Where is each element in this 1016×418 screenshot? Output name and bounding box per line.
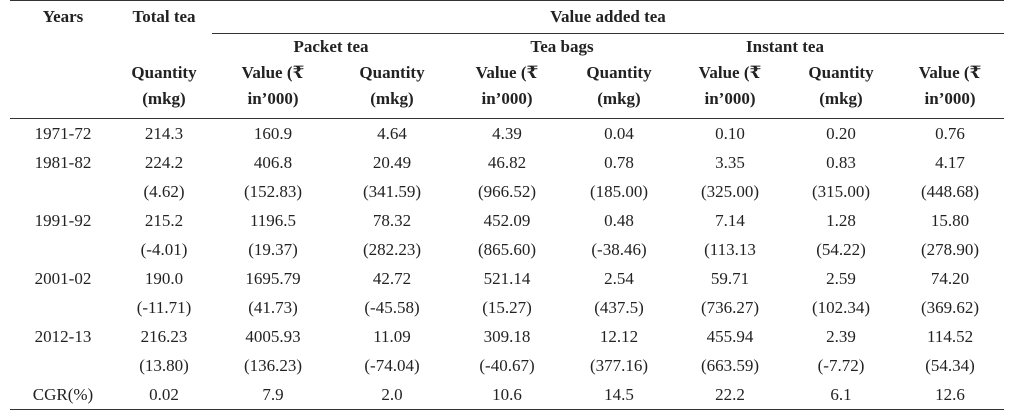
- row-year: CGR(%): [10, 380, 116, 410]
- header-total-tea: Total tea: [116, 1, 212, 34]
- table-cell: 0.78: [604, 153, 634, 172]
- table-cell: (736.27): [700, 298, 760, 317]
- table-cell: 160.9: [253, 124, 293, 143]
- table-cell: 59.71: [710, 269, 750, 288]
- table-cell: (663.59): [700, 356, 760, 375]
- table-cell: 0.02: [116, 380, 212, 410]
- table-cell: 190.0: [144, 269, 184, 288]
- row-year: [10, 235, 116, 264]
- quantity-label: Quantity: [586, 63, 652, 82]
- header-tea-bags: Tea bags: [450, 34, 674, 61]
- quantity-unit: (mkg): [819, 89, 863, 108]
- table-cell: 12.12: [599, 327, 639, 346]
- table-cell: (136.23): [243, 356, 303, 375]
- table-cell: (54.22): [816, 240, 866, 259]
- table-cell: (377.16): [589, 356, 649, 375]
- value-label: Value (₹: [241, 63, 305, 82]
- table-header: [10, 1, 1004, 119]
- table-cell: 12.6: [896, 380, 1004, 410]
- header-years: Years: [10, 1, 116, 34]
- value-label: Value (₹: [475, 63, 539, 82]
- row-year: [10, 293, 116, 322]
- table-cell: 78.32: [372, 211, 412, 230]
- table-cell: (-74.04): [364, 356, 420, 375]
- header-instant-tea: Instant tea: [674, 34, 896, 61]
- header-packet-tea: Packet tea: [212, 34, 450, 61]
- table-cell: 0.20: [826, 124, 856, 143]
- table-cell: 114.52: [926, 327, 974, 346]
- table-cell: 521.14: [483, 269, 531, 288]
- quantity-label: Quantity: [131, 63, 197, 82]
- table-cell: 0.76: [935, 124, 965, 143]
- header-value-added-tea: Value added tea: [212, 1, 1004, 34]
- table-cell: 2.59: [826, 269, 856, 288]
- tea-production-table: [10, 0, 1004, 410]
- table-cell: 455.94: [706, 327, 754, 346]
- table-cell: 46.82: [487, 153, 527, 172]
- table-row: [10, 264, 1004, 293]
- row-year: 1971-72: [34, 124, 92, 143]
- table-cell: (13.80): [139, 356, 189, 375]
- table-cell: 406.8: [253, 153, 293, 172]
- row-year: [10, 351, 116, 380]
- table-cell: 10.6: [450, 380, 564, 410]
- header-value: [896, 60, 1004, 119]
- header-blank: [10, 34, 116, 61]
- table-row: [10, 293, 1004, 322]
- table-cell: 20.49: [372, 153, 412, 172]
- table-cell: 7.14: [715, 211, 745, 230]
- table-cell: (15.27): [482, 298, 532, 317]
- table-cell: 2.39: [826, 327, 856, 346]
- table-cell: 224.2: [144, 153, 184, 172]
- table-cell: (-7.72): [817, 356, 865, 375]
- table-cell: (278.90): [920, 240, 980, 259]
- header-blank: [896, 34, 1004, 61]
- table-row: [10, 322, 1004, 351]
- table-cell: (113.13: [704, 240, 756, 259]
- table-cell: (865.60): [477, 240, 537, 259]
- table-cell: (341.59): [362, 182, 422, 201]
- table-row: [10, 119, 1004, 149]
- row-year: 1981-82: [34, 153, 92, 172]
- row-year: 2012-13: [34, 327, 92, 346]
- header-quantity: [786, 60, 896, 119]
- table-cell: 0.10: [715, 124, 745, 143]
- header-quantity: [564, 60, 674, 119]
- value-label: Value (₹: [918, 63, 982, 82]
- table-body: [10, 119, 1004, 410]
- table-cell: 214.3: [144, 124, 184, 143]
- quantity-unit: (mkg): [370, 89, 414, 108]
- table-cell: 4005.93: [245, 327, 301, 346]
- table-cell: (54.34): [925, 356, 975, 375]
- table-cell: 4.39: [492, 124, 522, 143]
- header-blank: [116, 34, 212, 61]
- table-row: [10, 177, 1004, 206]
- table-cell: (102.34): [811, 298, 871, 317]
- row-year: 1991-92: [34, 211, 92, 230]
- table-cell: (-38.46): [591, 240, 647, 259]
- table-cell: 14.5: [564, 380, 674, 410]
- table-cell: (282.23): [362, 240, 422, 259]
- header-value: [212, 60, 334, 119]
- row-year: [10, 177, 116, 206]
- table-row: [10, 148, 1004, 177]
- table-cell: 4.17: [935, 153, 965, 172]
- table-cell: (-40.67): [479, 356, 535, 375]
- table-cell: (325.00): [700, 182, 760, 201]
- table-cell: 1.28: [826, 211, 856, 230]
- table-cell: (152.83): [243, 182, 303, 201]
- header-blank: [10, 60, 116, 119]
- table-cell: (185.00): [589, 182, 649, 201]
- table-cell: (437.5): [594, 298, 644, 317]
- table-cell: (19.37): [248, 240, 298, 259]
- table-cell: 452.09: [483, 211, 531, 230]
- table-cell: (-11.71): [136, 298, 192, 317]
- table-cell: 11.09: [373, 327, 411, 346]
- table-cell: (-45.58): [364, 298, 420, 317]
- table-cell: 1695.79: [245, 269, 301, 288]
- value-unit: in’000): [481, 89, 533, 108]
- table-row: [10, 380, 1004, 410]
- table-cell: 2.54: [604, 269, 634, 288]
- table-cell: 0.48: [604, 211, 634, 230]
- value-unit: in’000): [247, 89, 299, 108]
- table-row: [10, 235, 1004, 264]
- table-cell: (4.62): [143, 182, 185, 201]
- header-quantity: [116, 60, 212, 119]
- header-value: [450, 60, 564, 119]
- table-cell: 6.1: [786, 380, 896, 410]
- row-year: 2001-02: [34, 269, 92, 288]
- quantity-unit: (mkg): [597, 89, 641, 108]
- value-unit: in’000): [704, 89, 756, 108]
- table-cell: 42.72: [372, 269, 412, 288]
- table-cell: 1196.5: [249, 211, 297, 230]
- header-value: [674, 60, 786, 119]
- header-quantity: [334, 60, 450, 119]
- table-cell: 0.83: [826, 153, 856, 172]
- table-cell: 2.0: [334, 380, 450, 410]
- table-cell: 4.64: [377, 124, 407, 143]
- table-cell: (-4.01): [140, 240, 188, 259]
- quantity-unit: (mkg): [142, 89, 186, 108]
- quantity-label: Quantity: [808, 63, 874, 82]
- value-label: Value (₹: [698, 63, 762, 82]
- table-cell: (41.73): [248, 298, 298, 317]
- table-cell: 309.18: [483, 327, 531, 346]
- value-unit: in’000): [924, 89, 976, 108]
- table-cell: 215.2: [144, 211, 184, 230]
- quantity-label: Quantity: [359, 63, 425, 82]
- table-cell: 15.80: [930, 211, 970, 230]
- table-cell: 0.04: [604, 124, 634, 143]
- table-cell: 7.9: [212, 380, 334, 410]
- table-cell: (966.52): [477, 182, 537, 201]
- table-cell: 22.2: [674, 380, 786, 410]
- table-cell: (448.68): [920, 182, 980, 201]
- table-cell: 216.23: [140, 327, 188, 346]
- table-cell: 74.20: [930, 269, 970, 288]
- table-cell: (369.62): [920, 298, 980, 317]
- table-row: [10, 351, 1004, 380]
- table-cell: 3.35: [715, 153, 745, 172]
- table-row: [10, 206, 1004, 235]
- table-cell: (315.00): [811, 182, 871, 201]
